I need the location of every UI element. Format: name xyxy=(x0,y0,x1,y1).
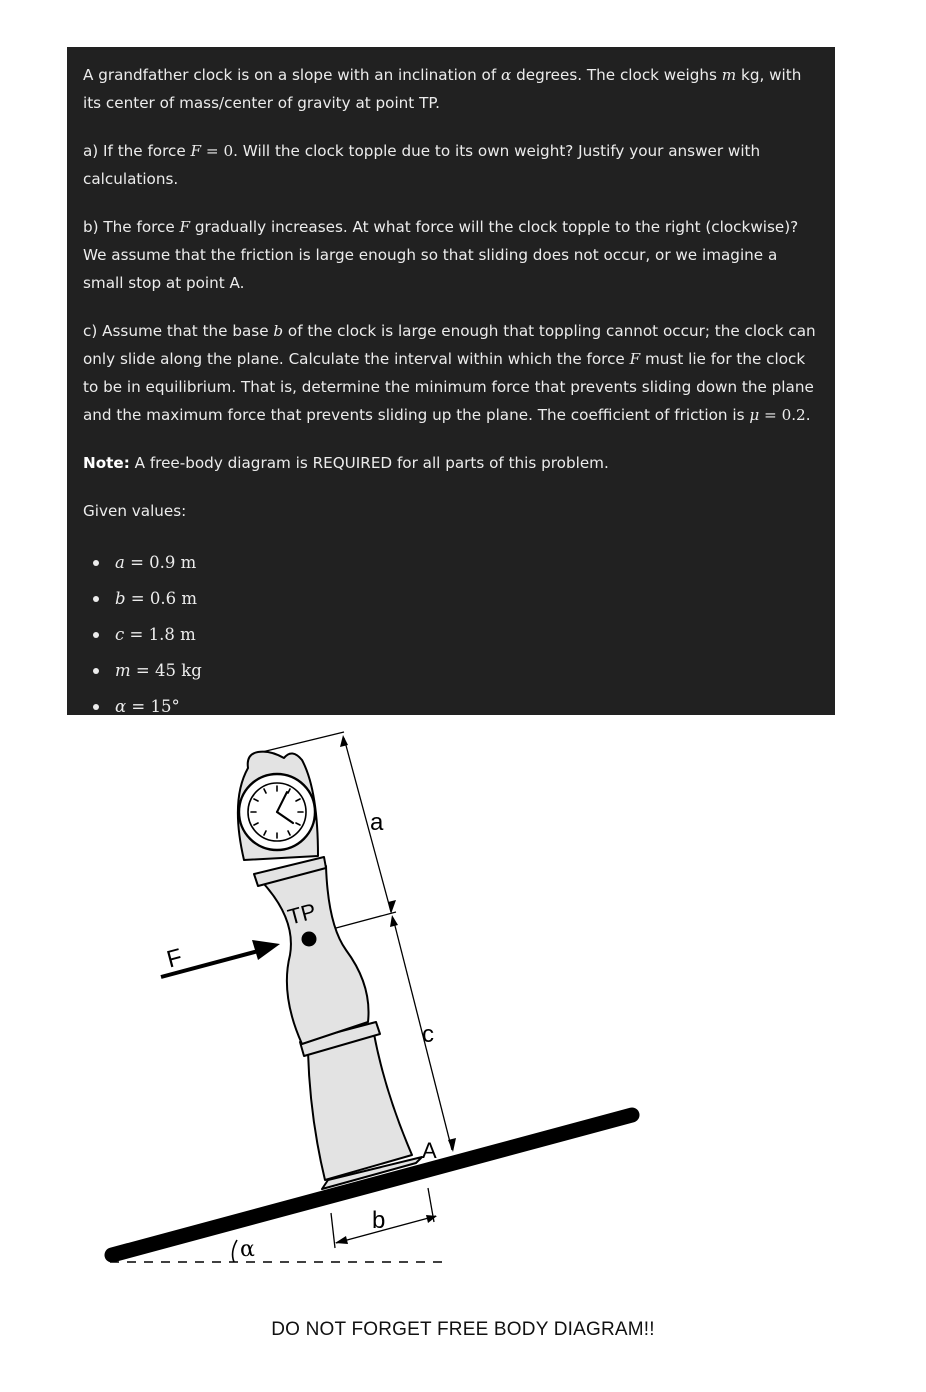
given-symbol: b xyxy=(115,589,126,608)
dim-a-arrow-top xyxy=(340,735,348,747)
dim-a-top-extension xyxy=(262,732,344,752)
symbol-m: m xyxy=(721,66,737,84)
given-item-b: b = 0.6 m xyxy=(91,581,819,617)
given-values-list xyxy=(83,545,819,725)
given-item-m: m = 45 kg xyxy=(91,653,819,689)
problem-card xyxy=(67,47,835,715)
dim-b-extension-left xyxy=(331,1213,335,1248)
part-b-text: b) The force F gradually increases. At what force will the clock topple to the right (clockwise)? We assume that the friction is large enough so that sliding does not occur, or we imagine a small stop at point A. xyxy=(83,218,799,292)
given-symbol: a xyxy=(115,553,125,572)
given-symbol: c xyxy=(115,625,125,644)
corner-a-label: A xyxy=(422,1138,437,1163)
given-symbol: m xyxy=(115,661,131,680)
mu-value: = 0.2 xyxy=(764,406,806,424)
angle-arc xyxy=(233,1240,237,1262)
angle-label: α xyxy=(240,1237,255,1262)
grandfather-clock xyxy=(238,752,422,1189)
given-value: 0.9 m xyxy=(149,553,197,572)
given-item-c: c = 1.8 m xyxy=(91,617,819,653)
part-a-text: a) If the force F = 0. Will the clock topple due to its own weight? Justify your answer with calculations. xyxy=(83,142,761,188)
note xyxy=(83,449,819,477)
force-arrow-head xyxy=(252,940,280,960)
given-item-alpha: α = 15° xyxy=(91,689,819,725)
symbol-alpha: α xyxy=(501,66,512,84)
given-value: 45 kg xyxy=(154,661,202,680)
given-value: 15° xyxy=(150,697,180,716)
clock-on-slope-figure xyxy=(0,715,926,1305)
clock-middle-trunk xyxy=(264,866,369,1044)
symbol-F: F xyxy=(629,350,641,368)
dim-c-arrow-top xyxy=(390,915,398,927)
dim-b-line xyxy=(336,1216,436,1243)
dim-a-label: a xyxy=(370,809,384,836)
symbol-b: b xyxy=(273,322,284,340)
equals-zero: = 0 xyxy=(205,142,234,160)
given-value: 0.6 m xyxy=(149,589,198,608)
given-heading: Given values: xyxy=(83,502,187,520)
center-of-mass-label: TP xyxy=(285,898,319,930)
symbol-F: F xyxy=(179,218,191,236)
given-value: 1.8 m xyxy=(148,625,196,644)
dim-c-label: c xyxy=(422,1021,434,1048)
symbol-mu: μ xyxy=(749,406,760,424)
dim-b-arrow-right xyxy=(426,1215,437,1223)
center-of-mass-point xyxy=(302,932,317,947)
problem-intro: A grandfather clock is on a slope with an inclination of α degrees. The clock weighs m kg, with its center of mass/center of gravity at point TP. xyxy=(83,66,802,112)
part-c-text: c) Assume that the base b of the clock is large enough that toppling cannot occur; the clock can only slide along the plane. Calculate the interval within which the force F must lie for the clock to be in equilibrium. That is, determine the minimum force that prevents sliding down the plane and the maximum force that prevents sliding up the plane. The coefficient of friction is μ = 0.2. xyxy=(83,322,816,424)
note-text: A free-body diagram is REQUIRED for all parts of this problem. xyxy=(134,454,609,472)
clock-lower-trunk xyxy=(308,1034,412,1180)
dim-a-line xyxy=(344,738,391,912)
given-item-a: a = 0.9 m xyxy=(91,545,819,581)
symbol-F: F xyxy=(190,142,202,160)
dim-b-label: b xyxy=(372,1207,386,1234)
dim-a-c-separator xyxy=(336,912,396,928)
dim-b-arrow-left xyxy=(335,1236,348,1244)
force-label: F xyxy=(163,943,186,974)
note-label: Note: xyxy=(83,454,130,472)
free-body-diagram-reminder: DO NOT FORGET FREE BODY DIAGRAM!! xyxy=(271,1319,655,1340)
given-symbol: α xyxy=(115,697,127,716)
